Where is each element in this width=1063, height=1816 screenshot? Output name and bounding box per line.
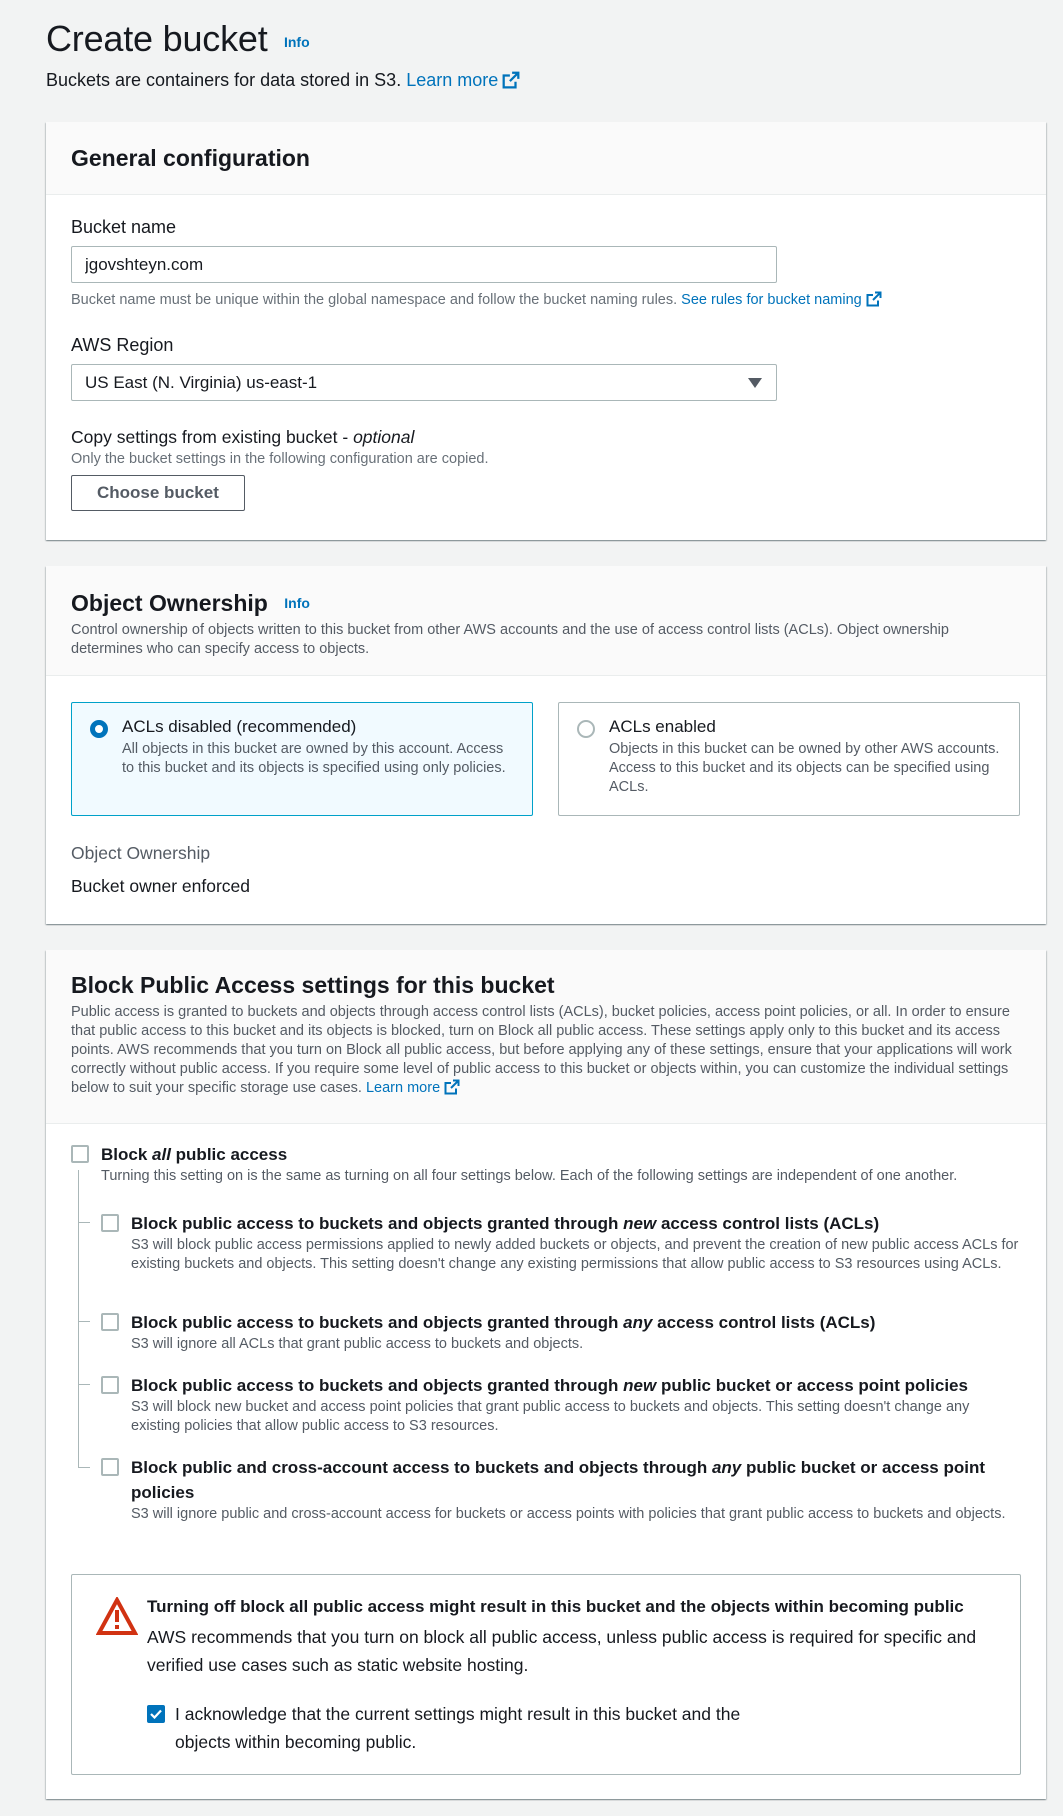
copy-settings-text: Copy settings from existing bucket -: [71, 427, 354, 447]
block-new-policies-checkbox[interactable]: [101, 1376, 119, 1394]
object-ownership-value-label: Object Ownership: [71, 843, 211, 863]
setting-1-pre: Block public access to buckets and objects granted through: [131, 1214, 624, 1233]
block-cross-account-checkbox[interactable]: [101, 1458, 119, 1476]
block-public-access-header: [46, 950, 1046, 1124]
aws-region-select[interactable]: [71, 364, 777, 401]
settings-tree-branch: [78, 1467, 90, 1468]
acls-enabled-desc: Objects in this bucket can be owned by other AWS accounts. Access to this bucket and its objects can be specified using ACLs.: [609, 741, 1000, 795]
block-new-acls-row: [101, 1211, 1021, 1274]
page-header: [46, 18, 520, 91]
block-all-pre: Block: [101, 1145, 153, 1164]
bucket-naming-rules-link[interactable]: [681, 292, 882, 308]
block-new-policies-title: [131, 1373, 1021, 1398]
setting-4-em: any: [711, 1458, 742, 1477]
caret-down-icon: [748, 378, 762, 388]
public-access-warning: [71, 1574, 1021, 1775]
setting-2-pre: Block public access to buckets and objects granted through: [131, 1313, 624, 1332]
acls-disabled-title: ACLs disabled (recommended): [122, 717, 357, 736]
block-any-acls-checkbox[interactable]: [101, 1313, 119, 1331]
setting-3-pre: Block public access to buckets and objects granted through: [131, 1376, 624, 1395]
bucket-name-input[interactable]: [71, 246, 777, 283]
page-description: [46, 70, 520, 91]
block-learn-more-link[interactable]: [366, 1080, 460, 1096]
object-ownership-body: [46, 676, 1046, 897]
bucket-name-help-text: Bucket name must be unique within the global namespace and follow the bucket naming rules.: [71, 292, 678, 308]
page-title: Create bucket: [46, 18, 268, 59]
settings-tree-branch: [78, 1222, 90, 1223]
aws-region-label: AWS Region: [71, 335, 174, 355]
acknowledge-checkbox[interactable]: [147, 1705, 165, 1723]
general-configuration-title: General configuration: [71, 144, 310, 171]
header-info-link[interactable]: Info: [283, 34, 310, 50]
aws-region-value: US East (N. Virginia) us-east-1: [85, 372, 318, 392]
external-link-icon: [866, 291, 882, 307]
block-all-public-access-row: [71, 1142, 957, 1186]
block-cross-account-desc: S3 will ignore public and cross-account access for buckets or access points with policies that grant public access to buckets and objects.: [131, 1506, 1006, 1522]
external-link-icon: [444, 1079, 460, 1095]
setting-1-em: new: [623, 1214, 657, 1233]
block-any-acls-desc: S3 will ignore all ACLs that grant public access to buckets and objects.: [131, 1336, 584, 1352]
bucket-name-help: [71, 291, 1031, 308]
acls-enabled-title: ACLs enabled: [609, 717, 716, 736]
block-new-policies-row: [101, 1373, 1021, 1436]
acknowledge-text: I acknowledge that the current settings might result in this bucket and the objects within becoming public.: [175, 1704, 741, 1752]
block-new-acls-desc: S3 will block public access permissions applied to newly added buckets or objects, and prevent the creation of new public access ACLs for existing buckets and objects. This setting doesn't change any existing permissions that allow public access to S3 resources using ACLs.: [131, 1237, 1019, 1272]
warning-body: AWS recommends that you turn on block all public access, unless public access is required for specific and verified use cases such as static website hosting.: [147, 1627, 977, 1675]
general-configuration-panel: [46, 122, 1046, 540]
block-any-acls-row: [101, 1310, 1021, 1354]
external-link-icon: [502, 71, 520, 89]
block-public-access-title: Block Public Access settings for this bucket: [71, 972, 555, 998]
ownership-options: [71, 702, 1021, 816]
setting-3-post: public bucket or access point policies: [656, 1376, 968, 1395]
block-all-public-access-checkbox[interactable]: [71, 1145, 89, 1163]
bucket-name-label: Bucket name: [71, 217, 177, 237]
setting-4-post: public bucket or access point policies: [131, 1458, 985, 1502]
setting-3-em: new: [623, 1376, 657, 1395]
block-new-policies-desc: S3 will block new bucket and access point policies that grant public access to buckets and objects. This setting doesn't change any existing policies that allow public access to S3 resources.: [131, 1399, 970, 1434]
copy-settings-help: Only the bucket settings in the following configuration are copied.: [71, 451, 489, 467]
settings-tree-branch: [78, 1321, 90, 1322]
copy-settings-optional: optional: [353, 427, 415, 447]
acknowledge-row: [147, 1700, 795, 1756]
setting-1-post: access control lists (ACLs): [656, 1214, 880, 1233]
block-all-em: all: [152, 1145, 171, 1164]
block-all-post: public access: [170, 1145, 288, 1164]
block-new-acls-checkbox[interactable]: [101, 1214, 119, 1232]
block-any-acls-title: [131, 1310, 875, 1335]
setting-2-post: access control lists (ACLs): [652, 1313, 876, 1332]
checkmark-icon: [150, 1709, 162, 1719]
acls-enabled-radio[interactable]: [577, 720, 595, 738]
block-cross-account-title: [131, 1455, 1021, 1505]
setting-4-pre: Block public and cross-account access to buckets and objects through: [131, 1458, 712, 1477]
block-all-public-access-desc: Turning this setting on is the same as turning on all four settings below. Each of the following settings are independent of one another.: [101, 1168, 958, 1184]
acls-disabled-desc: All objects in this bucket are owned by this account. Access to this bucket and its objects is specified using only policies.: [122, 741, 506, 776]
setting-2-em: any: [623, 1313, 653, 1332]
acls-enabled-option[interactable]: [558, 702, 1020, 816]
block-public-access-description: [71, 1003, 1021, 1098]
header-learn-more-label: Learn more: [406, 70, 499, 90]
general-configuration-header: [46, 122, 1046, 195]
object-ownership-info-link[interactable]: Info: [284, 595, 310, 611]
settings-tree-line: [78, 1170, 79, 1468]
object-ownership-header: [46, 566, 1046, 676]
object-ownership-panel: [46, 566, 1046, 924]
object-ownership-value: Bucket owner enforced: [71, 876, 250, 896]
choose-bucket-button[interactable]: Choose bucket: [71, 475, 245, 511]
copy-settings-label: [71, 427, 414, 448]
block-learn-more-label: Learn more: [365, 1080, 441, 1096]
warning-title: Turning off block all public access might result in this bucket and the objects within becoming public: [147, 1597, 964, 1616]
acls-disabled-radio[interactable]: [90, 720, 108, 738]
object-ownership-description: Control ownership of objects written to this bucket from other AWS accounts and the use of access control lists (ACLs). Object ownership determines who can specify access to objects.: [71, 622, 949, 657]
block-cross-account-row: [101, 1455, 1021, 1524]
warning-icon: [96, 1597, 138, 1637]
block-all-public-access-title: [101, 1142, 957, 1167]
object-ownership-title: Object Ownership: [71, 590, 268, 616]
header-learn-more-link[interactable]: [406, 70, 520, 90]
block-new-acls-title: [131, 1211, 1021, 1236]
page-description-text: Buckets are containers for data stored in S3.: [46, 70, 402, 90]
bucket-naming-rules-label: See rules for bucket naming: [681, 292, 862, 308]
block-public-access-description-text: Public access is granted to buckets and objects through access control lists (ACLs), bucket policies, access point policies, or all. In order to ensure that public access to this bucket and its objects is blocked, turn on Block all public access. These settings apply only to this bucket and its access points. AWS recommends that you turn on Block all public access, but before applying any of these settings, ensure that your applications will work correctly without public access. If you require some level of public access to this bucket or objects within, you can customize the individual settings below to suit your specific storage use cases.: [71, 1004, 1012, 1096]
acls-disabled-option[interactable]: [71, 702, 533, 816]
settings-tree-branch: [78, 1384, 90, 1385]
